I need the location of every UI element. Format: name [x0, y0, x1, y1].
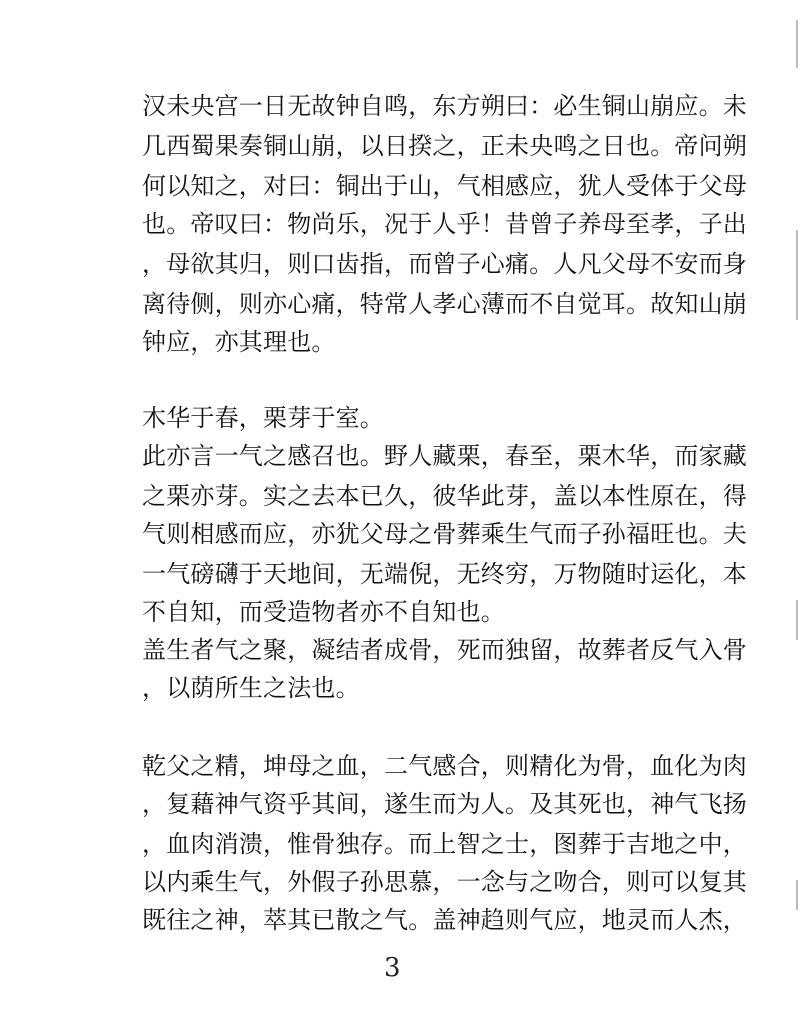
text-line: 木华于春，栗芽于室。	[142, 404, 384, 432]
scan-edge-mark	[796, 600, 798, 640]
text-line: ，复藉神气资乎其间，遂生而为人。及其死也，神气飞扬	[142, 790, 747, 818]
text-line: ，母欲其归，则口齿指，而曾子心痛。人凡父母不安而身	[142, 250, 747, 278]
text-line: 之栗亦芽。实之去本已久，彼华此芽，盖以本性原在，得	[142, 482, 747, 510]
text-line: 乾父之精，坤母之血，二气感合，则精化为骨，血化为肉	[142, 752, 747, 780]
text-line: 钟应，亦其理也。	[142, 328, 336, 356]
scan-edge-mark	[796, 20, 798, 68]
scan-edge-mark	[796, 230, 798, 320]
text-line: ，以荫所生之法也。	[142, 674, 360, 702]
text-line: 也。帝叹曰：物尚乐，况于人乎！昔曾子养母至孝，子出	[142, 210, 747, 238]
text-line: 气则相感而应，亦犹父母之骨葬乘生气而子孙福旺也。夫	[142, 520, 747, 548]
text-line: ，血肉消溃，惟骨独存。而上智之士，图葬于吉地之中，	[142, 830, 747, 858]
text-line: 何以知之，对曰：铜出于山，气相感应，犹人受体于父母	[142, 172, 747, 200]
text-line: 以内乘生气，外假子孙思慕，一念与之吻合，则可以复其	[142, 868, 747, 896]
text-line: 一气磅礴于天地间，无端倪，无终穷，万物随时运化，本	[142, 560, 747, 588]
text-line: 既往之神，萃其已散之气。盖神趋则气应，地灵而人杰，	[142, 906, 747, 934]
text-line: 盖生者气之聚，凝结者成骨，死而独留，故葬者反气入骨	[142, 636, 747, 664]
scan-edge-mark	[796, 880, 798, 910]
text-line: 不自知，而受造物者亦不自知也。	[142, 598, 505, 626]
page-number: 3	[384, 953, 401, 983]
text-line: 离待侧，则亦心痛，特常人孝心薄而不自觉耳。故知山崩	[142, 290, 747, 318]
text-line: 此亦言一气之感召也。野人藏栗，春至，栗木华，而家藏	[142, 442, 747, 470]
text-line: 汉未央宫一日无故钟自鸣，东方朔曰：必生铜山崩应。未	[142, 92, 747, 120]
text-line: 几西蜀果奏铜山崩，以日揆之，正未央鸣之日也。帝问朔	[142, 132, 747, 160]
